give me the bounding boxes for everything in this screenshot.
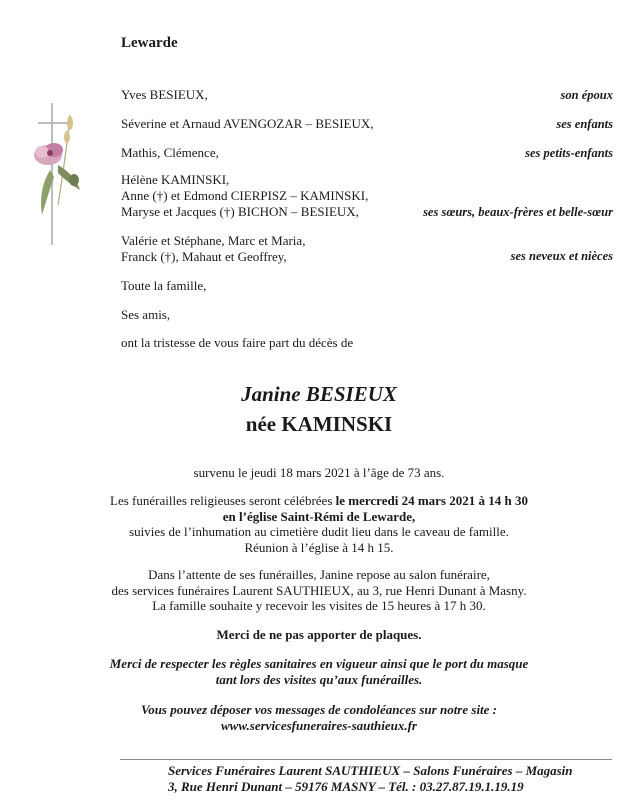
family-line: Maryse et Jacques (†) BICHON – BESIEUX, bbox=[121, 204, 359, 219]
footer-address: 3, Rue Henri Dunant – 59176 MASNY – Tél. : 03.27.87.19.1.19.19 bbox=[168, 779, 524, 794]
family-line: Franck (†), Mahaut et Geoffrey, bbox=[121, 249, 287, 264]
footer bbox=[168, 763, 573, 795]
family-role-siblings: ses sœurs, beaux-frères et belle-sœur bbox=[423, 205, 613, 219]
no-plaques-notice: Merci de ne pas apporter de plaques. bbox=[216, 627, 422, 642]
family-role-children: ses enfants bbox=[556, 117, 613, 131]
announcement: ont la tristesse de vous faire part du décès de bbox=[121, 335, 354, 350]
family-line-grandchildren: Mathis, Clémence, bbox=[121, 145, 219, 160]
town-heading: Lewarde bbox=[121, 35, 178, 51]
visiting-line: des services funéraires Laurent SAUTHIEUX, au 3, rue Henri Dunant à Masny. bbox=[111, 582, 527, 598]
funeral-meeting: Réunion à l’église à 14 h 15. bbox=[244, 539, 394, 555]
sanitary-line: tant lors des visites qu’aux funérailles. bbox=[215, 671, 423, 687]
visiting-line: Dans l’attente de ses funérailles, Janine repose au salon funéraire, bbox=[148, 567, 490, 582]
footer-company: Services Funéraires Laurent SAUTHIEUX – Salons Funéraires – Magasin bbox=[168, 763, 573, 778]
condolences-line: Vous pouvez déposer vos messages de condoléances sur notre site : bbox=[140, 702, 498, 717]
death-line: survenu le jeudi 18 mars 2021 à l’âge de 73 ans. bbox=[193, 465, 445, 480]
funeral-intro: Les funérailles religieuses seront célébrées bbox=[110, 493, 336, 508]
sanitary-line: Merci de respecter les règles sanitaires en vigueur ainsi que le port du masque bbox=[109, 656, 529, 671]
funeral-burial: suivies de l’inhumation au cimetière dudit lieu dans le caveau de famille. bbox=[129, 524, 509, 539]
funeral-church: en l’église Saint-Rémi de Lewarde, bbox=[222, 508, 416, 524]
family-line-husband: Yves BESIEUX, bbox=[121, 87, 208, 102]
footer-divider bbox=[120, 759, 612, 760]
family-line: Valérie et Stéphane, Marc et Maria, bbox=[121, 233, 306, 248]
family-line: Hélène KAMINSKI, bbox=[121, 172, 230, 187]
funeral-block bbox=[0, 493, 638, 555]
website-link[interactable]: www.servicesfuneraires-sauthieux.fr bbox=[221, 717, 417, 733]
family-all: Toute la famille, bbox=[121, 278, 207, 293]
family-role-nephews: ses neveux et nièces bbox=[510, 249, 613, 263]
deceased-maiden-name: née KAMINSKI bbox=[245, 412, 393, 436]
cross-flower-icon bbox=[30, 95, 85, 255]
friends: Ses amis, bbox=[121, 307, 171, 322]
family-role-husband: son époux bbox=[560, 88, 613, 102]
deceased-name: Janine BESIEUX bbox=[241, 382, 397, 406]
family-block-siblings bbox=[121, 172, 368, 220]
visiting-line: La famille souhaite y recevoir les visites de 15 heures à 17 h 30. bbox=[152, 598, 486, 613]
funeral-date: le mercredi 24 mars 2021 à 14 h 30 bbox=[335, 493, 528, 508]
family-block-nephews bbox=[121, 233, 305, 265]
family-line-children: Séverine et Arnaud AVENGOZAR – BESIEUX, bbox=[121, 116, 374, 131]
condolences-notice bbox=[0, 702, 638, 733]
family-line: Anne (†) et Edmond CIERPISZ – KAMINSKI, bbox=[121, 188, 369, 203]
sanitary-notice bbox=[0, 656, 638, 687]
family-role-grandchildren: ses petits-enfants bbox=[525, 146, 613, 160]
visiting-block bbox=[0, 567, 638, 614]
